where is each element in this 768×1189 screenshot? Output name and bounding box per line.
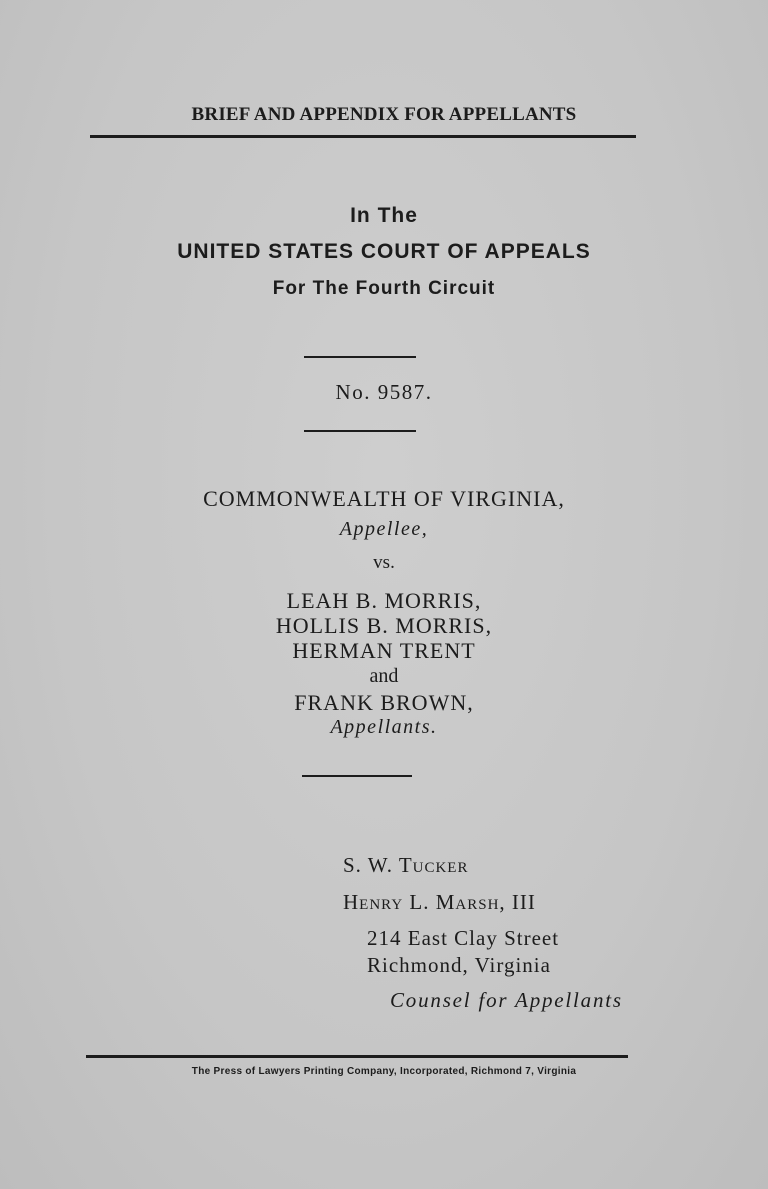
appellant-conjunction: and: [369, 665, 399, 687]
court-intro: In The: [350, 204, 418, 227]
counsel-name-2: Henry L. Marsh, III: [343, 890, 536, 914]
divider-rule-3: [302, 775, 412, 777]
appellee-name: COMMONWEALTH OF VIRGINIA,: [203, 486, 565, 511]
appellants-role: Appellants.: [330, 716, 438, 738]
printer-imprint: The Press of Lawyers Printing Company, Incorporated, Richmond 7, Virginia: [191, 1066, 577, 1077]
appellant-name: FRANK BROWN,: [294, 690, 474, 715]
counsel-address-2: Richmond, Virginia: [367, 953, 551, 977]
court-circuit: For The Fourth Circuit: [272, 278, 496, 299]
appellee-role: Appellee,: [339, 518, 429, 540]
counsel-role: Counsel for Appellants: [390, 988, 623, 1012]
footer-rule: [86, 1055, 628, 1058]
case-number: No. 9587.: [335, 380, 433, 404]
divider-rule-2: [304, 430, 416, 432]
appellant-name: HERMAN TRENT: [292, 638, 476, 663]
appellant-name: LEAH B. MORRIS,: [286, 588, 482, 613]
court-name: UNITED STATES COURT OF APPEALS: [177, 240, 591, 263]
appellant-name: HOLLIS B. MORRIS,: [275, 613, 493, 638]
counsel-name-1: S. W. Tucker: [343, 853, 469, 877]
brief-title: BRIEF AND APPENDIX FOR APPELLANTS: [191, 104, 577, 125]
divider-rule-1: [304, 356, 416, 358]
counsel-address-1: 214 East Clay Street: [367, 926, 560, 950]
header-rule: [90, 135, 636, 138]
versus: vs.: [373, 552, 395, 573]
